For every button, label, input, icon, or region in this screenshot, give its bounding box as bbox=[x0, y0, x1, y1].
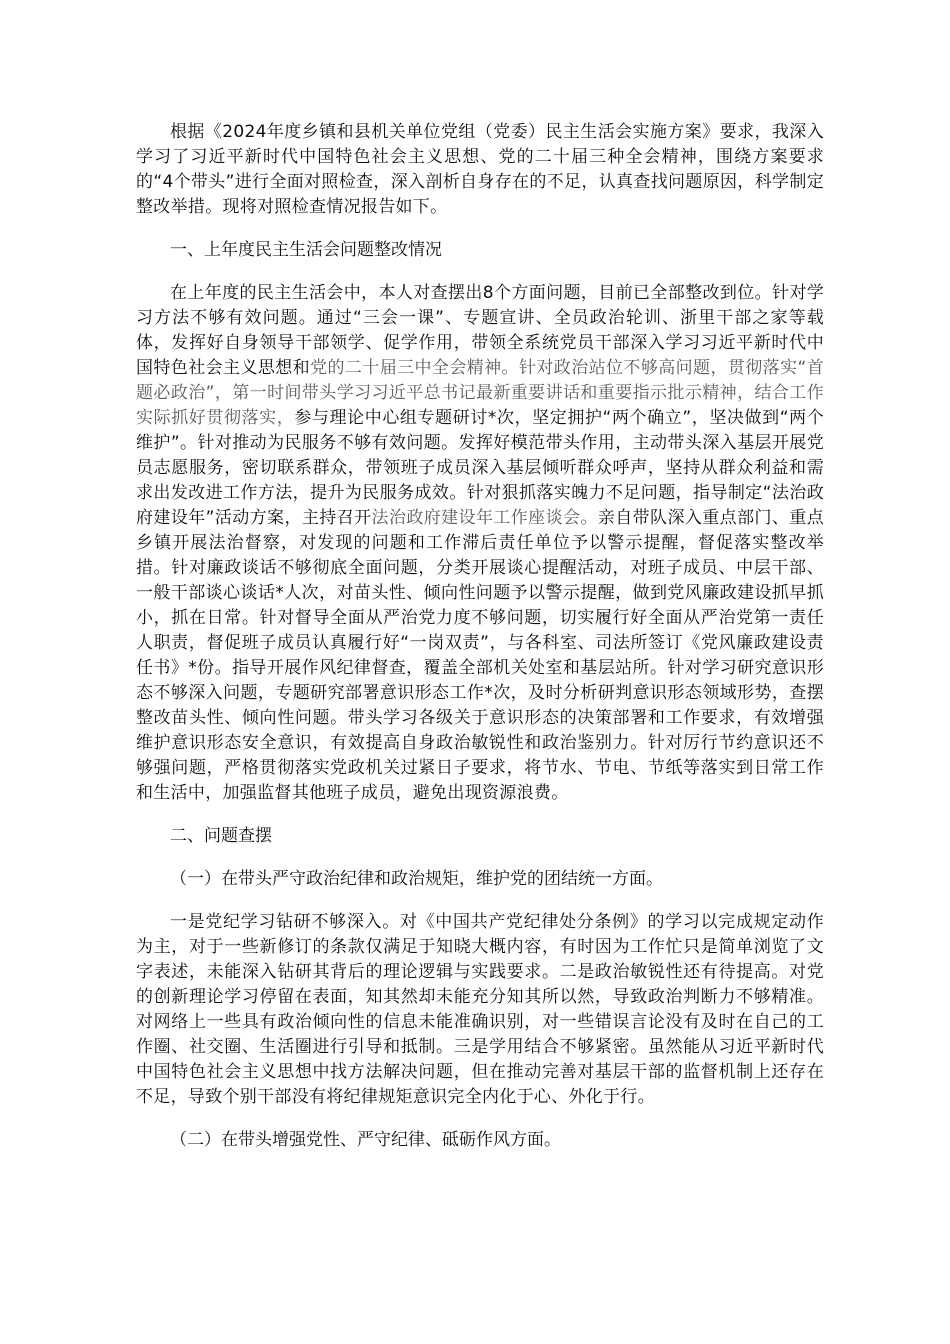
rectification-paragraph bbox=[136, 281, 824, 806]
subsection-heading-2: （二）在带头增强党性、严守纪律、砥砺作风方面。 bbox=[170, 1130, 561, 1150]
subsection-heading-1: （一）在带头严守政治纪律和政治规矩，维护党的团结统一方面。 bbox=[170, 869, 663, 889]
problems-paragraph-1: 一是党纪学习钻研不够深入。对《中国共产党纪律处分条例》的学习以完成规定动作为主，对于一些新修订的条款仅满足于知晓大概内容，有时因为工作忙只是简单浏览了文字表述，未能深入钻研其背后的理论逻辑与实践要求。二是政治敏锐性还有待提高。对党的创新理论学习停留在表面，知其然却未能充分知其所以然，导致政治判断力不够精准。对网络上一些具有政治倾向性的信息未能准确识别，对一些错误言论没有及时在自己的工作圈、社交圈、生活圈进行引导和抵制。三是学用结合不够紧密。虽然能从习近平新时代中国特色社会主义思想中找方法解决问题，但在推动完善对基层干部的监督机制上还存在不足，导致个别干部没有将纪律规矩意识完全内化于心、外化于行。 bbox=[136, 912, 824, 1107]
section-heading-2: 二、问题查摆 bbox=[170, 826, 272, 846]
document-page bbox=[136, 120, 824, 1171]
rectification-text-b: 党的二十届三中全会精神。针对政治站位不够高问题，贯彻落实“首题必政治”，第一时间带头学习习近平总书记最新重要讲话和重要指示批示精神，结合工作实际抓好贯彻落实， bbox=[136, 358, 824, 428]
rectification-text-e: 亲自带队深入重点部门、重点乡镇开展法治督察，对发现的问题和工作滞后责任单位予以警示提醒，督促落实整改举措。针对廉政谈话不够彻底全面问题，分类开展谈心提醒活动，对班子成员、中层干部、一般干部谈心谈话*人次，对苗头性、倾向性问题予以警示提醒，做到党风廉政建设抓早抓小，抓在日常。针对督导全面从严治党力度不够问题，切实履行好全面从严治党第一责任人职责，督促班子成员认真履行好“一岗双责”，与各科室、司法所签订《党风廉政建设责任书》*份。指导开展作风纪律督查，覆盖全部机关处室和基层站所。针对学习研究意识形态不够深入问题，专题研究部署意识形态工作*次，及时分析研判意识形态领域形势，查摆整改苗头性、倾向性问题。带头学习各级关于意识形态的决策部署和工作要求，有效增强维护意识形态安全意识，有效提高自身政治敏锐性和政治鉴别力。针对厉行节约意识还不够强问题，严格贯彻落实党政机关过紧日子要求，将节水、节电、节纸等落实到日常工作和生活中，加强监督其他班子成员，避免出现资源浪费。 bbox=[136, 508, 824, 803]
intro-paragraph: 根据《2024年度乡镇和县机关单位党组（党委）民主生活会实施方案》要求，我深入学习了习近平新时代中国特色社会主义思想、党的二十届三种全会精神，围绕方案要求的“4个带头”进行全面对照检查，深入剖析自身存在的不足，认真查找问题原因，科学制定整改举措。现将对照检查情况报告如下。 bbox=[136, 122, 824, 217]
rectification-text-d: 法治政府建设年工作座谈会。 bbox=[371, 508, 598, 528]
section-heading-1: 一、上年度民主生活会问题整改情况 bbox=[170, 240, 442, 260]
rectification-text-c: 参与理论中心组专题研讨*次，坚定拥护“两个确立”，坚决做到“两个维护”。针对推动为民服务不够有效问题。发挥好模范带头作用，主动带头深入基层开展党员志愿服务，密切联系群众，带领班子成员深入基层倾听群众呼声，坚持从群众利益和需求出发改进工作方法，提升为民服务成效。针对狠抓落实魄力不足问题，指导制定“法治政府建设年”活动方案，主持召开 bbox=[136, 408, 824, 528]
rectification-text-a: 在上年度的民主生活会中，本人对查摆出8个方面问题，目前已全部整改到位。针对学习方法不够有效问题。通过“三会一课”、专题宣讲、全员政治轮训、浙里干部之家等载体，发挥好自身领导干部领学、促学作用，带领全系统党员干部深入学习习近平新时代中国特色社会主义思想和 bbox=[136, 283, 824, 378]
